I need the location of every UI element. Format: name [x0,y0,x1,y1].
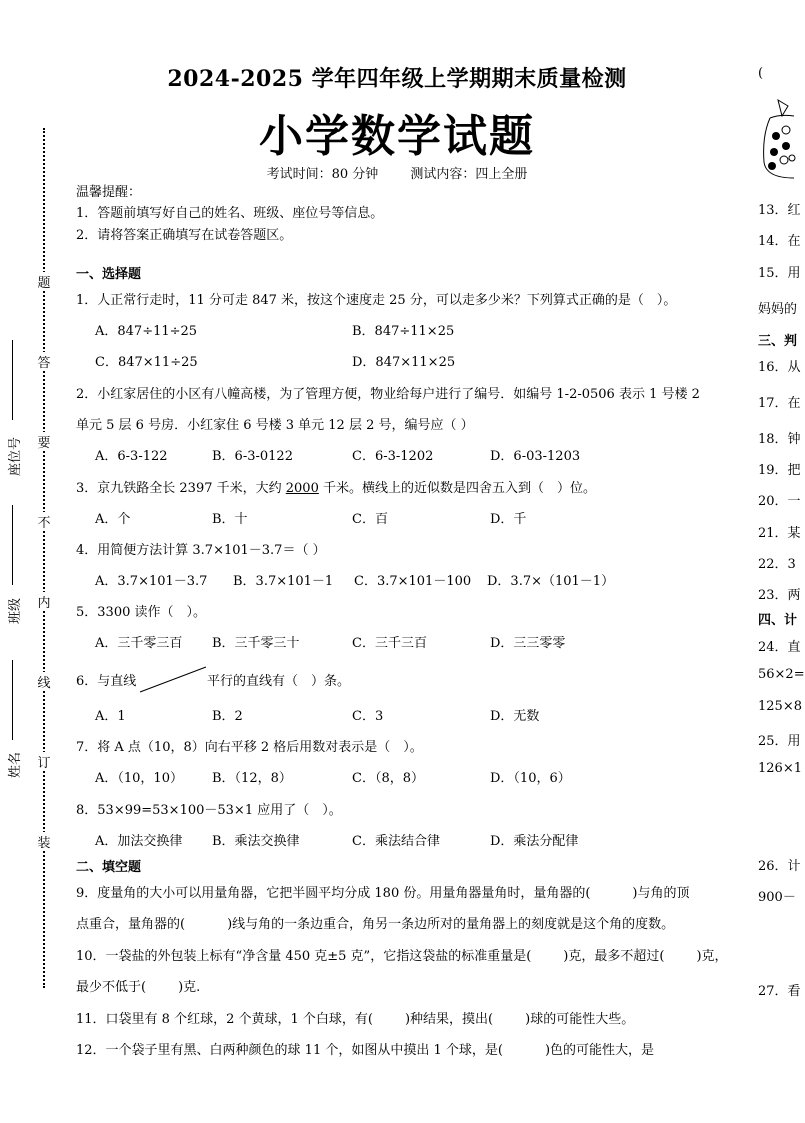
edge-text: 三、判 [758,334,798,349]
exam-time: 考试时间：80 分钟 [266,167,379,182]
edge-text: 900－ [758,890,796,905]
q1-option-d[interactable]: D．847×11×25 [352,355,456,370]
edge-text: 25．用 [758,734,801,749]
question-11: 11．口袋里有 8 个红球，2 个黄球，1 个白球，有( )种结果，摸出( )球的可能性大些。 [76,1012,635,1027]
binding-char: 要 [35,432,53,451]
reminder-heading: 温馨提醒： [76,185,142,200]
question-10-line1: 10．一袋盐的外包装上标有“净含量 450 克±5 克”，它指这袋盐的标准重量是( )克，最多不超过( )克， [76,949,728,964]
q4-option-c[interactable]: C．3.7×101－100 [354,574,472,589]
q8-option-a[interactable]: A．加法交换律 [95,834,183,849]
q6-option-a[interactable]: A．1 [95,709,126,724]
edge-text: 妈妈的 [758,302,798,317]
q7-option-b[interactable]: B．（12，8） [212,771,292,786]
q2-option-d[interactable]: D．6-03-1203 [490,449,581,464]
q6-option-d[interactable]: D．无数 [490,709,540,724]
class-field[interactable] [12,505,13,585]
question-6-stem-b: 平行的直线有（ ）条。 [207,674,351,689]
question-2-stem-line1: 2．小红家居住的小区有八幢高楼，为了管理方便，物业给每户进行了编号．如编号 1-2-0506 表示 1 号楼 2 [76,387,700,402]
edge-text: 13．红 [758,203,801,218]
q1-option-b[interactable]: B．847÷11×25 [352,324,455,339]
q7-option-c[interactable]: C．（8，8） [352,771,424,786]
q8-option-c[interactable]: C．乘法结合律 [352,834,440,849]
exam-info [0,163,794,182]
edge-text: 18．钟 [758,432,801,447]
binding-char: 题 [35,272,53,291]
edge-text: 26．计 [758,859,801,874]
binding-char: 订 [35,752,53,771]
edge-text: 27．看 [758,984,801,999]
binding-dotted-line [43,128,45,988]
question-1-stem: 1．人正常行走时，11 分可走 847 米，按这个速度走 25 分，可以走多少米？下列算式正确的是（ ）。 [76,293,677,308]
section-title-choice: 一、选择题 [76,267,142,282]
seat-number-field[interactable] [12,340,13,420]
reminder-line-1: 1．答题前填写好自己的姓名、班级、座位号等信息。 [76,206,384,221]
class-label: 班级 [8,597,23,624]
q3-option-b[interactable]: B．十 [212,512,248,527]
reminder-line-2: 2．请将答案正确填写在试卷答题区。 [76,228,293,243]
seat-number-label: 座位号 [8,436,23,476]
q6-option-b[interactable]: B．2 [212,709,243,724]
binding-char: 答 [35,352,53,371]
edge-text: 四、计 [758,613,798,628]
edge-text: 17．在 [758,396,801,411]
question-4-stem: 4．用简便方法计算 3.7×101－3.7＝（ ） [76,543,326,558]
edge-text: 125×8 [758,699,802,714]
q1-option-c[interactable]: C．847×11÷25 [95,355,198,370]
section-title-fill: 二、填空题 [76,860,142,875]
edge-text: 24．直 [758,640,801,655]
q7-option-d[interactable]: D．（10，6） [490,771,571,786]
edge-text: ( [758,66,764,81]
question-9-line1: 9．度量角的大小可以用量角器，它把半圆平均分成 180 份。用量角器量角时，量角器的( )与角的顶 [76,886,690,901]
exam-title: 2024-2025 学年四年级上学期期末质量检测 [167,66,627,92]
q5-option-b[interactable]: B．三千零三十 [212,636,300,651]
binding-char: 内 [35,592,53,611]
q8-option-d[interactable]: D．乘法分配律 [490,834,579,849]
question-10-line2: 最少不低于( )克. [76,980,201,995]
edge-text: 19．把 [758,463,801,478]
question-3-stem: 3．京九铁路全长 2397 千米，大约 2000 千米。横线上的近似数是四舍五入到（ ）位。 [76,481,596,496]
edge-text: 16．从 [758,360,801,375]
question-5-stem: 5．3300 读作（ ）。 [76,605,206,620]
name-label: 姓名 [8,751,23,778]
q5-option-c[interactable]: C．三千三百 [352,636,427,651]
q5-option-d[interactable]: D．三三零零 [490,636,566,651]
q4-option-a[interactable]: A．3.7×101－3.7 [95,574,208,589]
edge-text: 21．某 [758,526,801,541]
q2-option-a[interactable]: A．6-3-122 [95,449,168,464]
edge-text: 56×2= [758,667,805,682]
q2-option-b[interactable]: B．6-3-0122 [212,449,293,464]
binding-char: 不 [35,512,53,531]
q4-option-b[interactable]: B．3.7×101－1 [233,574,334,589]
line-figure [138,664,208,696]
q2-option-c[interactable]: C．6-3-1202 [352,449,434,464]
question-7-stem: 7．将 A 点（10，8）向右平移 2 格后用数对表示是（ ）。 [76,740,423,755]
edge-text: 15．用 [758,266,801,281]
q6-option-c[interactable]: C．3 [352,709,384,724]
edge-text: 20．一 [758,494,801,509]
q1-option-a[interactable]: A．847÷11÷25 [95,324,198,339]
q4-option-d[interactable]: D．3.7×（101－1） [487,574,615,589]
exam-scope: 测试内容：四上全册 [410,167,528,182]
binding-char: 装 [35,832,53,851]
question-12: 12．一个袋子里有黑、白两种颜色的球 11 个，如图从中摸出 1 个球，是( )色的可能性大，是 [76,1043,655,1058]
edge-text: 23．两 [758,588,801,603]
ball-bag-figure [760,96,794,182]
question-8-stem: 8．53×99=53×100－53×1 应用了（ ）。 [76,803,342,818]
question-6-stem-a: 6．与直线 [76,674,137,689]
question-2-stem-line2: 单元 5 层 6 号房．小红家住 6 号楼 3 单元 12 层 2 号，编号应（ ） [76,418,474,433]
question-9-line2: 点重合，量角器的( )线与角的一条边重合，角另一条边所对的量角器上的刻度就是这个角的度数。 [76,917,675,932]
name-field[interactable] [12,660,13,740]
binding-char: 线 [35,672,53,691]
q3-option-c[interactable]: C．百 [352,512,388,527]
q5-option-a[interactable]: A．三千零三百 [95,636,183,651]
edge-text: 22．3 [758,557,796,572]
q3-option-d[interactable]: D．千 [490,512,527,527]
q7-option-a[interactable]: A．（10，10） [95,771,183,786]
main-title: 小学数学试题 [259,111,535,162]
q3-option-a[interactable]: A．个 [95,512,131,527]
edge-text: 126×1 [758,761,802,776]
q8-option-b[interactable]: B．乘法交换律 [212,834,300,849]
edge-text: 14．在 [758,234,801,249]
